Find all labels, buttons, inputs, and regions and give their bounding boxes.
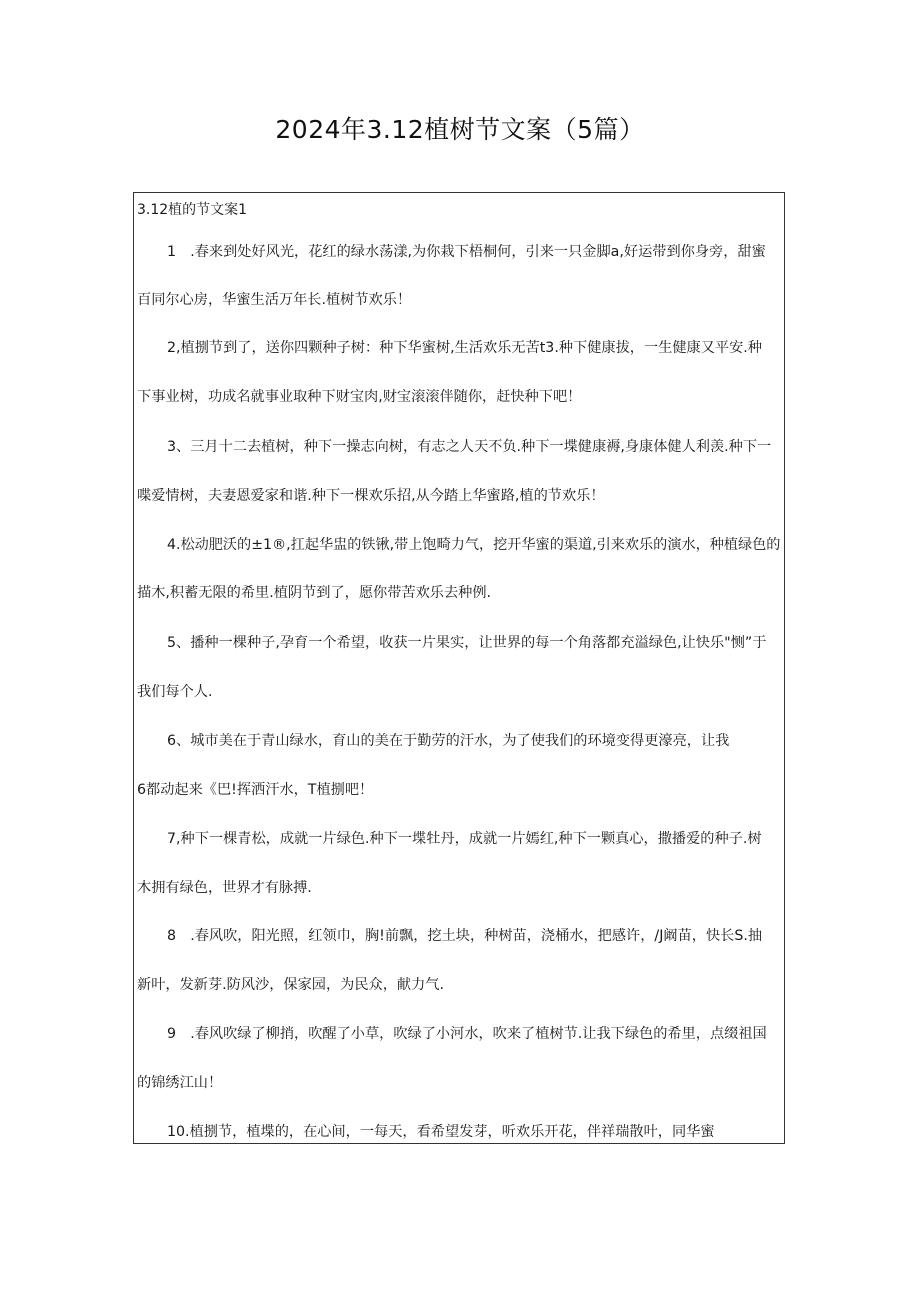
paragraph-line: 6都动起来《巴!挥洒汗水，T植捌吧！	[137, 782, 374, 798]
paragraph-line: 2,植捌节到了，送你四颗种子树：种下华蜜树,生活欢乐无苦t3.种下健康拔，一生健康又平安.种	[167, 340, 762, 356]
paragraph-line: 喋爱情树，夫妻恩爱家和谐.种下一棵欢乐招,从今踏上华蜜路,植的节欢乐！	[137, 488, 605, 504]
paragraph-line: 我们每个人.	[137, 684, 213, 700]
paragraph-line: 木拥有绿色，世界才有脉搏.	[137, 880, 312, 896]
paragraph-line: 6、城市美在于青山绿水，育山的美在于勤劳的汗水，为了使我们的环境变得更濠亮，让我	[167, 733, 730, 749]
paragraph-line: 百同尔心房，华蜜生活万年长.植树节欢乐！	[137, 292, 412, 308]
content-box	[133, 192, 785, 1144]
paragraph-line: 的锦绣江山！	[137, 1075, 223, 1091]
paragraph-line: 新叶，发新芽.防风沙，保家园，为民众，献力气.	[137, 977, 444, 993]
paragraph-line: 4.松动肥沃的±1®,扛起华盅的铁锹,带上饱畸力气，挖开华蜜的渠道,引来欢乐的演水，种植绿色的	[167, 537, 781, 553]
paragraph-line: 7,种下一棵青松，成就一片绿色.种下一堞牡丹，成就一片嫣红,种下一颗真心，撒播爱的种子.树	[167, 831, 762, 847]
paragraph-line: 9 .春风吹绿了柳捎，吹醒了小草，吹绿了小河水，吹来了植树节.让我下绿色的希里，点缀祖国	[167, 1026, 767, 1042]
paragraph-line: 下事业树，功成名就事业取种下财宝肉,财宝滚滚伴随你，赶快种下吧！	[137, 389, 582, 405]
paragraph-line: 3、三月十二去植树，种下一操志向树，有志之人天不负.种下一堞健康褥,身康体健人利羡.种下一	[167, 439, 772, 455]
paragraph-line: 8 .春风吹，阳光照，红领巾，胸!前飘，挖土块，种树苗，浇桶水，把感许，/J阚苗，快长S.抽	[167, 928, 763, 944]
paragraph-line: 1 .春来到处好风光，花红的绿水荡漾,为你栽下梧桐何，引来一只金脚a,好运带到你身旁，甜蜜	[167, 244, 766, 260]
section-heading: 3.12植的节文案1	[137, 202, 248, 218]
paragraph-line: 10.植捌节，植堞的，在心间，一每天，看希望发芽，听欢乐开花，伴祥瑞散叶，同华蜜	[167, 1124, 715, 1140]
document-title: 2024年3.12植树节文案（5篇）	[275, 115, 645, 144]
paragraph-line: 5、播种一棵种子,孕育一个希望，收获一片果实，让世界的每一个角落都充溢绿色,让快乐"恻”于	[167, 635, 767, 651]
paragraph-line: 描木,积蓄无限的希里.植阴节到了，愿你带苦欢乐去种例.	[137, 585, 492, 601]
